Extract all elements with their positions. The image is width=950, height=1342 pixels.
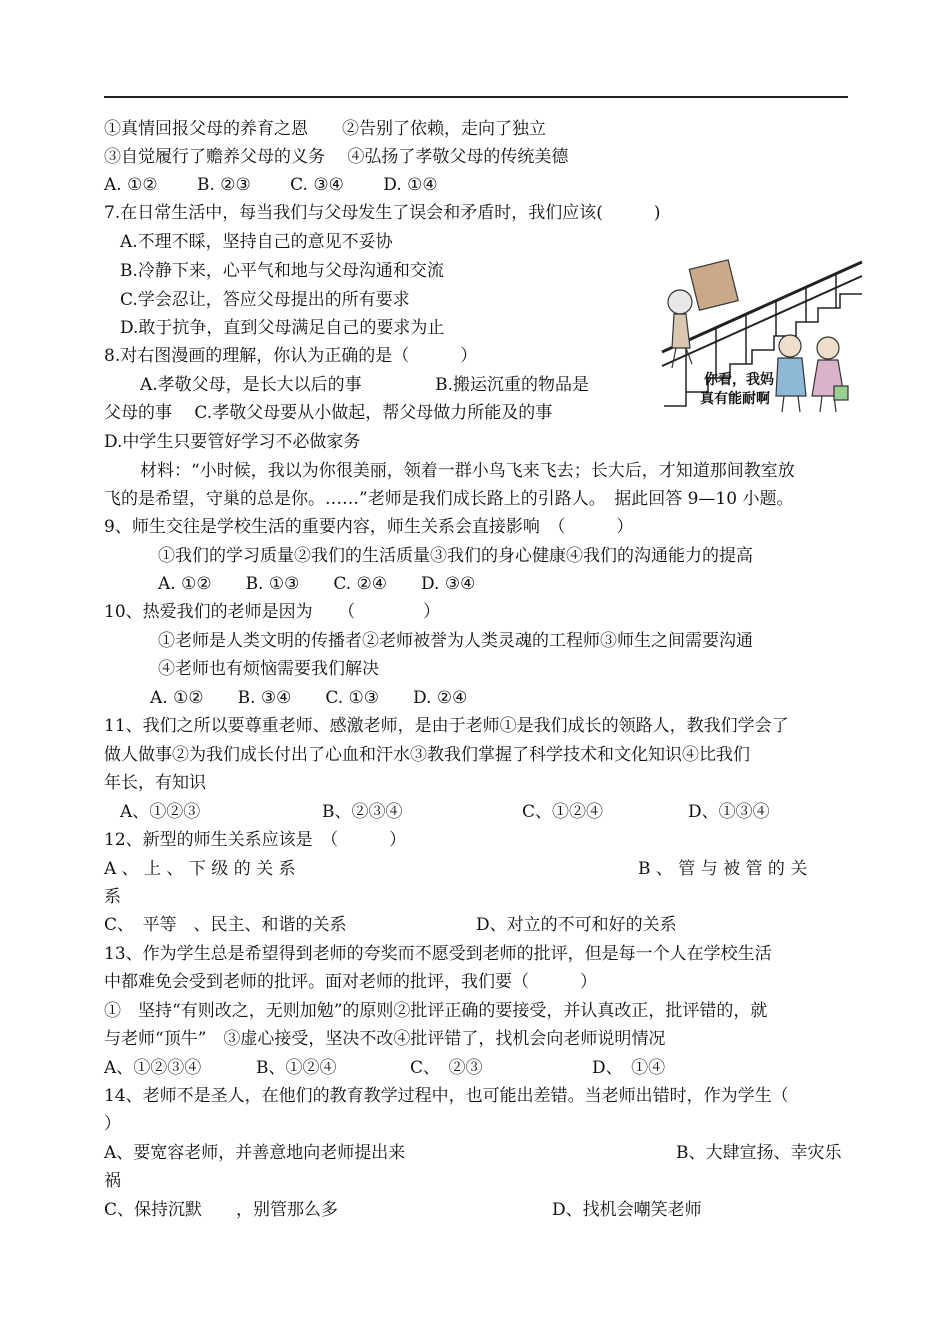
q12-choice-b-wrap: 系 (104, 887, 121, 907)
q9-statements: ①我们的学习质量②我们的生活质量③我们的身心健康④我们的沟通能力的提高 (158, 546, 753, 566)
question-7: 7.在日常生活中，每当我们与父母发生了误会和矛盾时，我们应该( ) (104, 203, 661, 223)
child-carrying-box-drawing (668, 260, 738, 368)
question-14-line-1: 14、老师不是圣人，在他们的教育教学过程中，也可能出差错。当老师出错时，作为学生（ (104, 1086, 789, 1106)
q11-choice-c: C、①②④ (522, 802, 604, 822)
q10-statements-2: ④老师也有烦恼需要我们解决 (158, 659, 379, 679)
question-8: 8.对右图漫画的理解，你认为正确的是（ ） (104, 346, 478, 366)
q13-statements-1: ① 坚持“有则改之，无则加勉”的原则②批评正确的要接受，并认真改正，批评错的，就 (104, 1001, 768, 1021)
question-12: 12、新型的师生关系应该是 （ ） (104, 830, 407, 850)
q8-options-c: 父母的事 C.孝敬父母要从小做起，帮父母做力所能及的事 (104, 403, 553, 423)
q14-choice-b: B、大肆宣扬、幸灾乐 (676, 1143, 842, 1163)
material-line-2: 飞的是希望，守巢的总是你。……”老师是我们成长路上的引路人。 据此回答 9—10 小题。 (104, 489, 794, 509)
cartoon-illustration (656, 256, 866, 414)
q14-choice-c: C、保持沉默 ，别管那么多 (104, 1200, 339, 1220)
q13-choice-d: D、 ①④ (592, 1058, 666, 1078)
q11-choice-d: D、①③④ (688, 802, 770, 822)
question-11-line-2: 做人做事②为我们成长付出了心血和汗水③教我们掌握了科学技术和文化知识④比我们 (104, 745, 750, 765)
q10-choices: A. ①② B. ③④ C. ①③ D. ②④ (150, 688, 468, 708)
q14-choice-a: A、要宽容老师，并善意地向老师提出来 (104, 1143, 406, 1163)
q7-option-c: C.学会忍让，答应父母提出的所有要求 (120, 290, 410, 310)
q7-option-d: D.敢于抗争，直到父母满足自己的要求为止 (120, 318, 445, 338)
question-11-line-1: 11、我们之所以要尊重老师、感激老师，是由于老师①是我们成长的领路人，教我们学会了 (104, 716, 789, 736)
q7-option-a: A.不理不睬，坚持自己的意见不妥协 (120, 232, 393, 252)
q13-choice-b: B、①②④ (256, 1058, 337, 1078)
options-line-1: ①真情回报父母的养育之恩 ②告别了依赖，走向了独立 (104, 119, 546, 139)
question-13-line-1: 13、作为学生总是希望得到老师的夸奖而不愿受到老师的批评，但是每一个人在学校生活 (104, 944, 772, 964)
question-10: 10、热爱我们的老师是因为 （ ） (104, 602, 441, 622)
q12-choice-c: C、 平等 、民主、和谐的关系 (104, 915, 347, 935)
question-9: 9、师生交往是学校生活的重要内容，师生关系会直接影响 （ ） (104, 517, 634, 537)
parents-watching-drawing (776, 335, 848, 412)
question-13-line-2: 中都难免会受到老师的批评。面对老师的批评，我们要（ ） (104, 972, 597, 992)
options-line-2: ③自觉履行了赡养父母的义务 ④弘扬了孝敬父母的传统美德 (104, 147, 569, 167)
cartoon-caption-1: 你看，我妈 (704, 371, 774, 387)
q8-options-ab: A.孝敬父母，是长大以后的事 B.搬运沉重的物品是 (140, 375, 589, 395)
q12-choice-d: D、对立的不可和好的关系 (476, 915, 677, 935)
q13-choice-a: A、①②③④ (104, 1058, 202, 1078)
question-11-line-3: 年长，有知识 (104, 773, 206, 793)
question-14-line-2: ） (104, 1114, 121, 1134)
cartoon-caption-2: 真有能耐啊 (700, 390, 770, 406)
q14-choice-d: D、找机会嘲笑老师 (552, 1200, 702, 1220)
q12-choice-b: B 、 管 与 被 管 的 关 (638, 859, 808, 879)
q13-statements-2: 与老师“顶牛” ③虚心接受，坚决不改④批评错了，找机会向老师说明情况 (104, 1029, 666, 1049)
q14-choice-b-wrap: 祸 (104, 1171, 121, 1191)
q11-choice-b: B、②③④ (322, 802, 403, 822)
material-line-1: 材料：“小时候，我以为你很美丽，领着一群小鸟飞来飞去；长大后，才知道那间教室放 (140, 461, 795, 481)
answer-choices-6: A. ①② B. ②③ C. ③④ D. ①④ (104, 175, 438, 195)
q11-choice-a: A、①②③ (120, 802, 201, 822)
q10-statements-1: ①老师是人类文明的传播者②老师被誉为人类灵魂的工程师③师生之间需要沟通 (158, 631, 753, 651)
q8-option-d: D.中学生只要管好学习不必做家务 (104, 432, 361, 452)
q12-choice-a: A 、 上 、 下 级 的 关 系 (104, 859, 296, 879)
q13-choice-c: C、 ②③ (410, 1058, 483, 1078)
header-rule (104, 96, 848, 98)
q9-choices: A. ①② B. ①③ C. ②④ D. ③④ (158, 574, 476, 594)
q7-option-b: B.冷静下来，心平气和地与父母沟通和交流 (120, 261, 444, 281)
